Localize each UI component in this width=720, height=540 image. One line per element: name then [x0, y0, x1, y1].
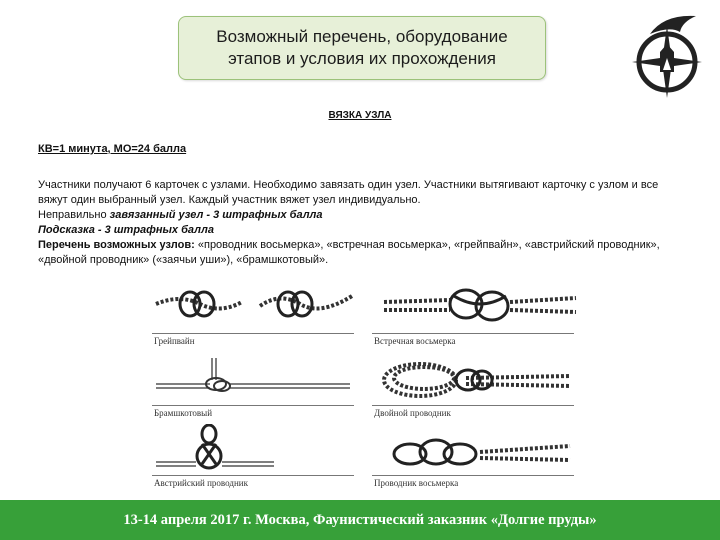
knot-card-butterfly-loop: [150, 424, 360, 488]
slide-title-box: [178, 16, 546, 80]
knot-divider: [372, 405, 574, 406]
knot-card-figure-eight-bend: [370, 282, 580, 346]
knot-label-grapevine: Грейпвайн: [154, 336, 195, 346]
knot-label-double-loop: Двойной проводник: [374, 408, 451, 418]
double-loop-knot-icon: [370, 354, 580, 408]
knot-list-text: «проводник восьмерка», «встречная восьмерка», «грейпвайн», «австрийский проводник», «двойной проводник» («заячьи уши»), «брамшкотовый».: [38, 239, 660, 266]
knot-label-figure-eight-bend: Встречная восьмерка: [374, 336, 456, 346]
knot-card-double-sheet-bend: [150, 354, 360, 418]
knot-label-double-sheet-bend: Брамшкотовый: [154, 408, 213, 418]
knot-illustrations-grid: [150, 282, 580, 492]
knot-card-grapevine: [150, 282, 360, 346]
instructions-text: [38, 178, 688, 268]
hint-line: Подсказка - 3 штрафных балла: [38, 224, 214, 236]
grapevine-knot-icon: [150, 282, 360, 336]
slide-title-line-2: этапов и условия их прохождения: [228, 49, 496, 68]
knot-divider: [372, 333, 574, 334]
knot-divider: [152, 405, 354, 406]
knot-label-figure-eight-loop: Проводник восьмерка: [374, 478, 459, 488]
footer-bar: [0, 500, 720, 540]
figure-eight-loop-icon: [370, 424, 580, 478]
penalty-line: [38, 208, 688, 223]
slide-title-line-1: Возможный перечень, оборудование: [216, 27, 508, 46]
knot-divider: [152, 475, 354, 476]
kv-mo-line: КВ=1 минута, МО=24 балла: [38, 143, 187, 155]
knot-card-double-loop: [370, 354, 580, 418]
section-title: ВЯЗКА УЗЛА: [328, 110, 392, 121]
knot-label-butterfly-loop: Австрийский проводник: [154, 478, 248, 488]
double-sheet-bend-icon: [150, 354, 360, 408]
compass-bird-emblem-icon: [630, 12, 704, 98]
knot-divider: [372, 475, 574, 476]
knot-divider: [152, 333, 354, 334]
footer-text: 13-14 апреля 2017 г. Москва, Фаунистический заказник «Долгие пруды»: [123, 511, 597, 528]
knot-list-line: [38, 238, 688, 268]
knot-card-figure-eight-loop: [370, 424, 580, 488]
figure-eight-bend-icon: [370, 282, 580, 336]
penalty-text: завязанный узел - 3 штрафных балла: [109, 209, 323, 221]
instructions-paragraph: Участники получают 6 карточек с узлами. Необходимо завязать один узел. Участники вытягивают карточку с узлом и все вяжут один выбранный узел. Каждый участник вяжет узел индивидуально.: [38, 179, 659, 206]
knot-list-label: Перечень возможных узлов:: [38, 239, 195, 251]
penalty-prefix: Неправильно: [38, 209, 110, 221]
butterfly-loop-knot-icon: [150, 424, 360, 478]
